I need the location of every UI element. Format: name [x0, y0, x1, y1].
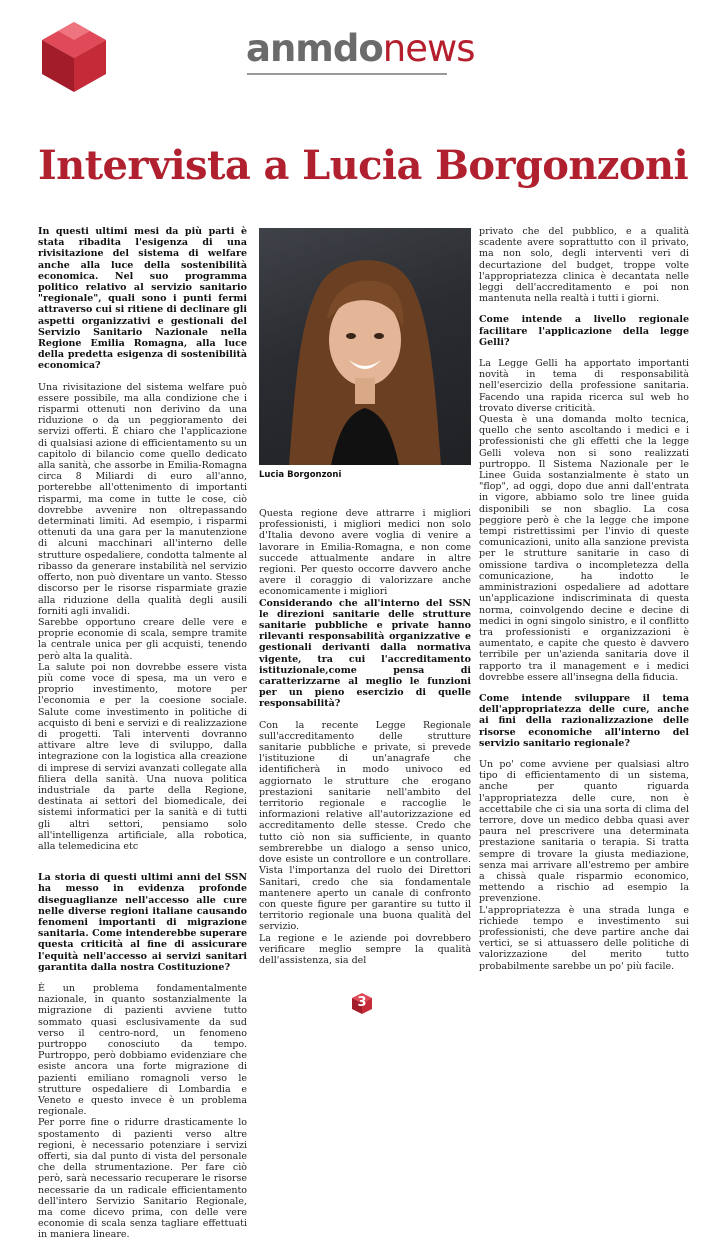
- question-2: La storia di questi ultimi anni del SSN ha messo in evidenza profonde diseguaglianze nell'accesso alle cure nelle diverse regioni italiane causando fenomeni importanti di migrazione sanitaria. Come intenderebbe superare questa criticità al fine di assicurare l'equità nell'accesso ai servizi sanitari garantita dalla nostra Costituzione?: [38, 872, 247, 973]
- question-1: In questi ultimi mesi da più parti è stata ribadita l'esigenza di una rivisitazione del sistema di welfare anche alla luce della sostenibilità economica. Nel suo programma politico relativo al servizio sanitario "regionale", quali sono i punti fermi attraverso cui si ritiene di declinare gli aspetti organizzativi e gestionali del Servizio Sanitario Nazionale nella Regione Emilia Romagna, alla luce della predetta esigenza di sostenibilità economica?: [38, 226, 247, 372]
- text-column-2: [259, 508, 471, 966]
- answer-2-paragraph-1: È un problema fondamentalmente nazionale, in quanto sostanzialmente la migrazione di pazienti avviene tutto sommato quasi esclusivamente da sud verso il centro-nord, un fenomeno purtroppo conosciuto da tempo. Purtroppo, però dobbiamo evidenziare che esiste ancora una forte migrazione di pazienti emiliano romagnoli verso le strutture ospedaliere di Lombardia e Veneto e questo invece è un problema regionale.: [38, 983, 247, 1118]
- brand-name-part1: anmdo: [246, 27, 383, 70]
- text-column-1: [38, 226, 247, 1241]
- answer-5-paragraph-1: Un po' come avviene per qualsiasi altro tipo di efficientamento di un sistema, anche per quanto riguarda l'appropriatezza delle cure, non è accettabile che ci sia una sorta di clima del terrore, dove un medico debba quasi aver paura nel prescrivere una determinata prestazione sanitaria o terapia. Si tratta sempre di trovare la giusta mediazione, senza mai arrivare all'estremo per ambire a chissà quale risparmio economico, mettendo a rischio ad esempio la prevenzione.: [479, 758, 689, 905]
- brand-logo: [246, 27, 475, 70]
- logo-cube-icon: [38, 14, 110, 94]
- photo-caption: Lucia Borgonzoni: [259, 470, 342, 480]
- portrait-illustration: [259, 228, 471, 465]
- answer-1-paragraph-2: Sarebbe opportuno creare delle vere e proprie economie di scala, sempre tramite la centrale unica per gli acquisti, tenendo però alta la qualità.: [38, 616, 247, 662]
- page-number-badge: [350, 991, 374, 1015]
- answer-4-paragraph-1: La Legge Gelli ha apportato importanti novità in tema di responsabilità nell'esercizio della professione sanitaria. Facendo una rapida ricerca sul web ho trovato diverse criticità.: [479, 358, 689, 414]
- question-5: Come intende sviluppare il tema dell'appropriatezza delle cure, anche ai fini della razionalizzazione delle risorse economiche all'interno del servizio sanitario regionale?: [479, 692, 689, 749]
- answer-2-paragraph-3: Questa regione deve attrarre i migliori professionisti, i migliori medici non solo d'Italia devono avere voglia di venire a lavorare in Emilia-Romagna, e non come succede attualmente andare in altre regioni. Per questo occorre davvero anche avere il coraggio di valorizzare anche economicamente i migliori: [259, 508, 471, 598]
- answer-5-paragraph-2: L'appropriatezza è una strada lunga e richiede tempo e investimento sui professionisti, che deve partire anche dai vertici, se si attuassero delle politiche di valorizzazione del merito tutto probabilmente sarebbe un po' più facile.: [479, 904, 689, 972]
- answer-3-paragraph-2: La regione e le aziende poi dovrebbero verificare meglio sempre la qualità dell'assistenza, sia del: [259, 932, 471, 966]
- text-column-3: [479, 226, 689, 972]
- question-3: Considerando che all'interno del SSN le direzioni sanitarie delle strutture sanitarie pubbliche e private hanno rilevanti responsabilità organizzative e gestionali derivanti dalla normativa vigente, tra cui l'accreditamento istituzionale,come pensa di caratterizzarne al meglio le funzioni per un pieno esercizio di quelle responsabilità?: [259, 597, 471, 710]
- question-4: Come intende a livello regionale facilitare l'applicazione della legge Gelli?: [479, 314, 689, 348]
- page-number: 3: [357, 995, 367, 1010]
- portrait-photo: [259, 228, 471, 465]
- answer-1-paragraph-3: La salute poi non dovrebbe essere vista più come voce di spesa, ma un vero e proprio investimento, motore per l'economia e per la coesione sociale. Salute come investimento in politiche di acquisto di beni e servizi e di realizzazione di progetti. Tali interventi dovranno attivare altre leve di sviluppo, dalla integrazione con la logistica alla creazione di imprese di servizi avanzati collegate alla filiera della sanità. Una nuova politica industriale da parte della Regione, destinata ai settori del biomedicale, dei sistemi informatici per la sanità e di tutti gli altri settori, pensiamo solo all'intelligenza artificiale, alla robotica, alla telemedicina etc: [38, 661, 247, 852]
- answer-2-paragraph-2: Per porre fine o ridurre drasticamente lo spostamento di pazienti verso altre regioni, è necessario potenziare i servizi offerti, sia dal punto di vista del personale che della strumentazione. Per fare ciò però, sarà necessario recuperare le risorse necessarie da un radicale efficientamento dell'intero Servizio Sanitario Regionale, ma come dicevo prima, con delle vere economie di scala senza tagliare effettuati in maniera lineare.: [38, 1117, 247, 1241]
- answer-1-paragraph-1: Una rivisitazione del sistema welfare può essere possibile, ma alla condizione che i risparmi ottenuti non derivino da una riduzione o da un peggioramento dei servizi offerti. È chiaro che l'applicazione di qualsiasi azione di efficientamento su un capitolo di bilancio come quello dedicato alla sanità, che assorbe in Emilia-Romagna circa 8 Miliardi di euro all'anno, porterebbe all'ottenimento di importanti risparmi, ma come in tutte le cose, ciò dovrebbe avvenire non oltrepassando determinati limiti. Ad esempio, i risparmi ottenuti da una gara per la manutenzione di alcuni macchinari all'interno delle strutture ospedaliere, condotta talmente al ribasso da generare instabilità nel servizio offerto, non può diventare un vanto. Stesso discorso per le risorse risparmiate grazie alla riduzione della qualità degli ausili forniti agli invalidi.: [38, 381, 247, 617]
- brand-underline: [247, 73, 447, 75]
- answer-3-paragraph-3: privato che del pubblico, e a qualità scadente avere soprattutto con il privato, ma non solo, degli interventi veri di decurtazione del budget, troppe volte l'appropriatezza clinica è decantata nelle leggi dell'accreditamento e poi non mantenuta nella realtà i tutti i giorni.: [479, 226, 689, 305]
- answer-4-paragraph-2: Questa è una domanda molto tecnica, quello che sento ascoltando i medici e i professionisti che gli effetti che la legge Gelli voleva non si sono realizzati purtroppo. Il Sistema Nazionale per le Linee Guida sostanzialmente è stato un "flop", ad oggi, dopo due anni dall'entrata in vigore, abbiamo solo tre linee guida disponibili se non sbaglio. La cosa peggiore però è che la legge che impone tempi ristrettissimi per l'invio di queste comunicazioni, unito alla sanzione prevista per le strutture sanitarie in caso di omissione tardiva o incompletezza della comunicazione, ha indotto le amministrazioni ospedaliere ad adottare un'applicazione indiscriminata di questa norma, coinvolgendo decine e decine di medici in ogni singolo sinistro, e il conflitto tra professionisti e organizzazioni è aumentato, e capite che questo è davvero terribile per un'azienda sanitaria dove il rapporto tra il management e i medici dovrebbe essere all'insegna della fiducia.: [479, 414, 689, 683]
- brand-name-part2: news: [382, 27, 475, 70]
- article-title: Intervista a Lucia Borgonzoni: [38, 142, 689, 189]
- answer-3-paragraph-1: Con la recente Legge Regionale sull'accreditamento delle strutture sanitarie pubbliche e private, si prevede l'istituzione di un'anagrafe che identificherà in modo univoco ed aggiornato le strutture che erogano prestazioni sanitarie nell'ambito del territorio regionale e raccoglie le informazioni relative all'autorizzazione ed accreditamento delle stesse. Credo che tutto ciò non sia sufficiente, in quanto sembrerebbe un dialogo a senso unico, dove esiste un controllore e un controllare. Vista l'importanza del ruolo dei Direttori Sanitari, credo che sia fondamentale mantenere aperto un canale di confronto con queste figure per garantire su tutto il territorio regionale una buona qualità del servizio.: [259, 719, 471, 933]
